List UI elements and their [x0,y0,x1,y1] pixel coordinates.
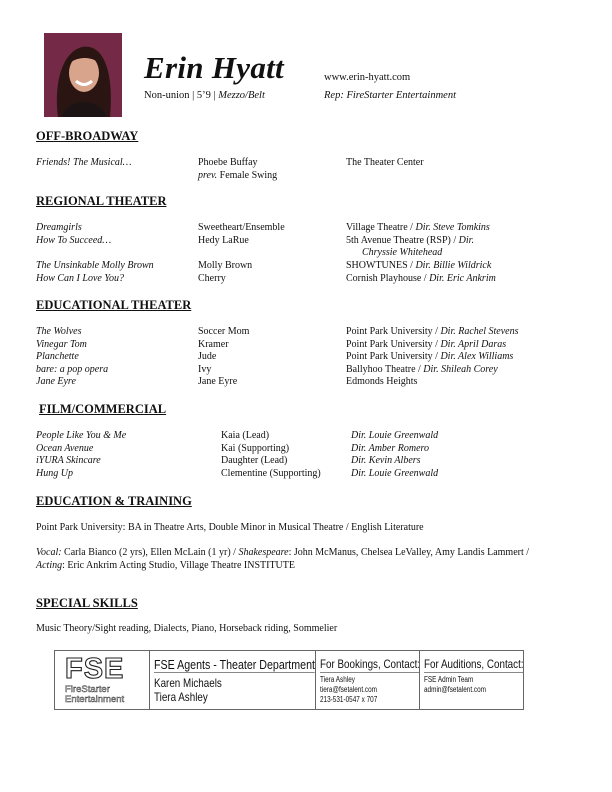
venue-name: SHOWTUNES / [346,260,416,271]
credit-role-secondary [198,170,277,183]
credit-show: The Wolves [36,326,82,337]
venue-name: Point Park University / [346,351,441,362]
credit-venue [346,326,519,339]
credit-show: bare: a pop opera [36,363,109,375]
section-heading-skills: SPECIAL SKILLS [36,596,138,610]
film-title: iYURA Skincare [36,455,101,466]
credit-show: Dreamgirls [36,222,82,233]
auditions-email[interactable]: admin@fsetalent.com [424,685,486,694]
acting-text: : Eric Ankrim Acting Studio, Village Theatre INSTITUTE [62,559,295,571]
credit-show: The Unsinkable Molly Brown [36,260,154,271]
education-degree: Point Park University: BA in Theatre Arts, Double Minor in Musical Theatre / English Literature [36,522,424,533]
shakespeare-text: : John McManus, Chelsea LeValley, Amy Landis Lammert / [288,547,530,558]
credit-role: Hedy LaRue [198,234,249,246]
vocal-label: Vocal: [36,547,62,558]
film-director: Dir. Louie Greenwald [351,430,439,441]
agency-banner [54,650,524,710]
credit-venue: Edmonds Heights [346,376,418,387]
film-role: Kaia (Lead) [221,430,270,441]
website-link[interactable]: www.erin-hyatt.com [324,72,411,83]
actor-name: Erin Hyatt [144,50,284,85]
skills-text: Music Theory/Sight reading, Dialects, Piano, Horseback riding, Sommelier [36,623,338,634]
credit-role: Sweetheart/Ensemble [198,222,285,233]
credit-venue [346,339,506,352]
logo-line-1: FireStarter [65,684,110,695]
prev-role: Female Swing [217,169,278,181]
credit-venue [346,364,498,377]
stats-text: Non-union | 5’9 | [144,90,219,101]
section-heading-film: FILM/COMMERCIAL [39,402,167,416]
director: Dir. [458,234,474,246]
logo-mark: FSE [65,653,125,685]
actor-stats [144,90,265,101]
director-continued: Chryssie Whitehead [362,247,443,258]
credit-show: Planchette [36,351,79,362]
film-title: Hung Up [36,467,73,479]
credit-show: How To Succeed… [36,234,112,246]
auditions-panel [419,651,524,709]
credit-show: Vinegar Tom [36,338,87,350]
credit-role: Jane Eyre [198,376,238,387]
bookings-phone: 213-531-0547 x 707 [320,695,378,704]
logo-line-2: Entertainment [65,694,125,705]
director: Dir. Billie Wildrick [415,260,492,271]
headshot-image [44,33,122,117]
credit-venue [346,351,513,364]
venue-name: Ballyhoo Theatre / [346,363,424,375]
auditions-title: For Auditions, Contact: [424,657,524,671]
credit-show: Friends! The Musical… [36,157,132,168]
vocal-text: Carla Bianco (2 yrs), Ellen McLain (1 yr) / [61,547,239,558]
director: Dir. Alex Williams [440,351,514,362]
credit-role: Soccer Mom [198,326,250,337]
representation: Rep: FireStarter Entertainment [324,90,456,101]
film-role: Daughter (Lead) [221,455,288,466]
section-heading-education: EDUCATION & TRAINING [36,494,192,508]
credit-role: Phoebe Buffay [198,157,258,168]
credit-role: Cherry [198,272,226,284]
film-director: Dir. Amber Romero [351,442,430,454]
shakespeare-label: Shakespeare [238,547,289,558]
acting-label: Acting [36,559,63,571]
agent-name: Tiera Ashley [154,690,208,704]
director: Dir. Steve Tomkins [415,222,490,233]
agents-panel [149,651,316,709]
bookings-name: Tiera Ashley [320,675,355,684]
film-director: Dir. Louie Greenwald [351,467,439,479]
credit-venue [346,273,496,286]
prev-label: prev. [198,169,218,181]
auditions-name: FSE Admin Team [424,675,474,684]
section-heading-educational: EDUCATIONAL THEATER [36,298,192,312]
venue-name: Point Park University / [346,326,441,337]
film-director: Dir. Kevin Albers [351,455,421,466]
section-heading-off-broadway: OFF-BROADWAY [36,129,139,143]
credit-role: Molly Brown [198,260,253,271]
bookings-title: For Bookings, Contact: [320,657,421,671]
venue-name: Point Park University / [346,338,441,350]
credit-venue [346,222,490,235]
training-paragraph [36,547,556,572]
bookings-email[interactable]: tiera@fsetalent.com [320,685,378,694]
director: Dir. April Daras [440,338,507,350]
venue-name: 5th Avenue Theatre (RSP) / [346,234,459,246]
director: Dir. Eric Ankrim [429,272,496,284]
credit-venue [346,260,491,273]
bookings-panel [315,651,420,709]
film-role: Kai (Supporting) [221,442,290,454]
film-title: Ocean Avenue [36,442,94,454]
film-title: People Like You & Me [36,430,127,441]
headshot-photo [44,33,122,117]
film-role: Clementine (Supporting) [221,467,321,479]
agency-logo [55,651,149,709]
director: Dir. Shileah Corey [423,363,498,375]
director: Dir. Rachel Stevens [440,326,519,337]
voice-type: Mezzo/Belt [218,90,265,101]
agent-name: Karen Michaels [154,676,222,690]
agents-title: FSE Agents - Theater Department [154,657,315,672]
credit-show: How Can I Love You? [36,272,124,284]
credit-role: Kramer [198,338,229,350]
venue-name: Village Theatre / [346,222,416,233]
credit-role: Jude [198,351,217,362]
credit-venue: The Theater Center [346,157,424,168]
section-heading-regional: REGIONAL THEATER [36,194,167,208]
credit-venue [346,235,474,248]
venue-name: Cornish Playhouse / [346,272,430,284]
credit-show: Jane Eyre [36,376,76,387]
credit-role: Ivy [198,363,212,375]
